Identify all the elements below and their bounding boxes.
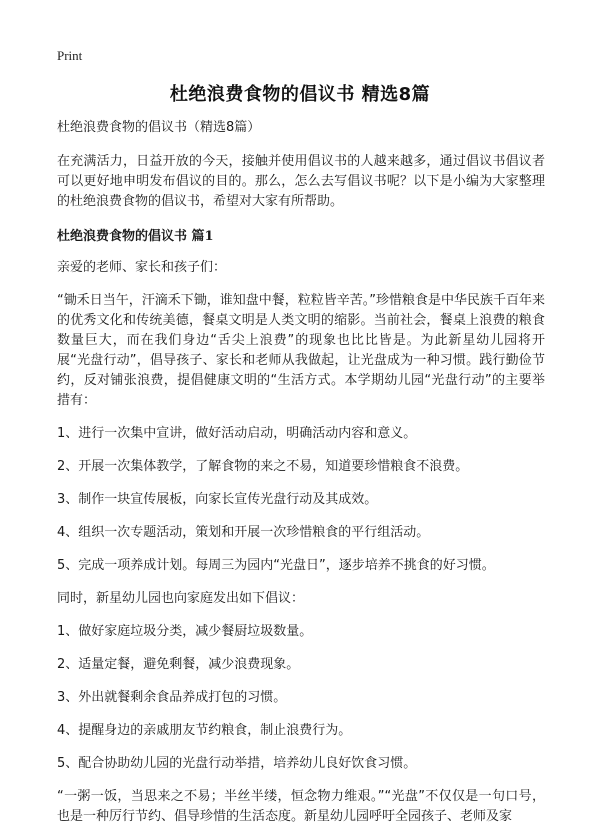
paragraph: “锄禾日当午，汗滴禾下锄，谁知盘中餐，粒粒皆辛苦。”珍惜粮食是中华民族千百年来的优秀文化和传统美德，餐桌文明是人类文明的缩影。当前社会，餐桌上浪费的粮食数量巨大，而在我们身边“舌尖上浪费”的现象也比比皆是。为此新星幼儿园将开展“光盘行动”，倡导孩子、家长和老师从我做起，让光盘成为一种习惯。践行勤俭节约，反对铺张浪费，提倡健康文明的“生活方式。本学期幼儿园“光盘行动”的主要举措有：: [57, 293, 545, 408]
list-item: 2、适量定餐，避免剩餐，减少浪费现象。: [57, 657, 300, 672]
paragraph: 同时，新星幼儿园也向家庭发出如下倡议：: [57, 591, 305, 606]
proposals-list: [57, 622, 545, 774]
list-item: 2、开展一次集体教学，了解食物的来之不易，知道要珍惜粮食不浪费。: [57, 459, 469, 474]
list-item: 4、提醒身边的亲戚朋友节约粮食，制止浪费行为。: [57, 723, 352, 738]
measures-list: [57, 424, 545, 576]
list-item: 3、制作一块宣传展板，向家长宣传光盘行动及其成效。: [57, 492, 378, 507]
list-item: 5、配合协助幼儿园的光盘行动举措，培养幼儿良好饮食习惯。: [57, 756, 417, 771]
list-item: 3、外出就餐剩余食品养成打包的习惯。: [57, 690, 287, 705]
intro-paragraph: 在充满活力，日益开放的今天，接触并使用倡议书的人越来越多，通过倡议书倡议者可以更好地申明发布倡议的目的。那么，怎么去写倡议书呢？以下是小编为大家整理的杜绝浪费食物的倡议书，希望对大家有所帮助。: [57, 154, 545, 209]
page-title: 杜绝浪费食物的倡议书 精选8篇: [169, 84, 431, 105]
list-item: 5、完成一项养成计划。每周三为园内“光盘日”，逐步培养不挑食的好习惯。: [57, 558, 495, 573]
list-item: 1、做好家庭垃圾分类，减少餐厨垃圾数量。: [57, 624, 313, 639]
section-heading: 杜绝浪费食物的倡议书 篇1: [57, 229, 214, 244]
list-item: 4、组织一次专题活动，策划和开展一次珍惜粮食的平行组活动。: [57, 525, 430, 540]
greeting: 亲爱的老师、家长和孩子们：: [57, 260, 227, 275]
print-link[interactable]: Print: [57, 48, 83, 63]
document-subtitle: 杜绝浪费食物的倡议书（精选8篇）: [57, 120, 261, 135]
list-item: 1、进行一次集中宣讲，做好活动启动，明确活动内容和意义。: [57, 426, 417, 441]
paragraph: “一粥一饭，当思来之不易；半丝半缕，恒念物力维艰。”“光盘”不仅仅是一句口号，也是一种厉行节约、倡导珍惜的生活态度。新星幼儿园呼吁全园孩子、老师及家: [57, 789, 545, 824]
document-body: [57, 118, 545, 840]
